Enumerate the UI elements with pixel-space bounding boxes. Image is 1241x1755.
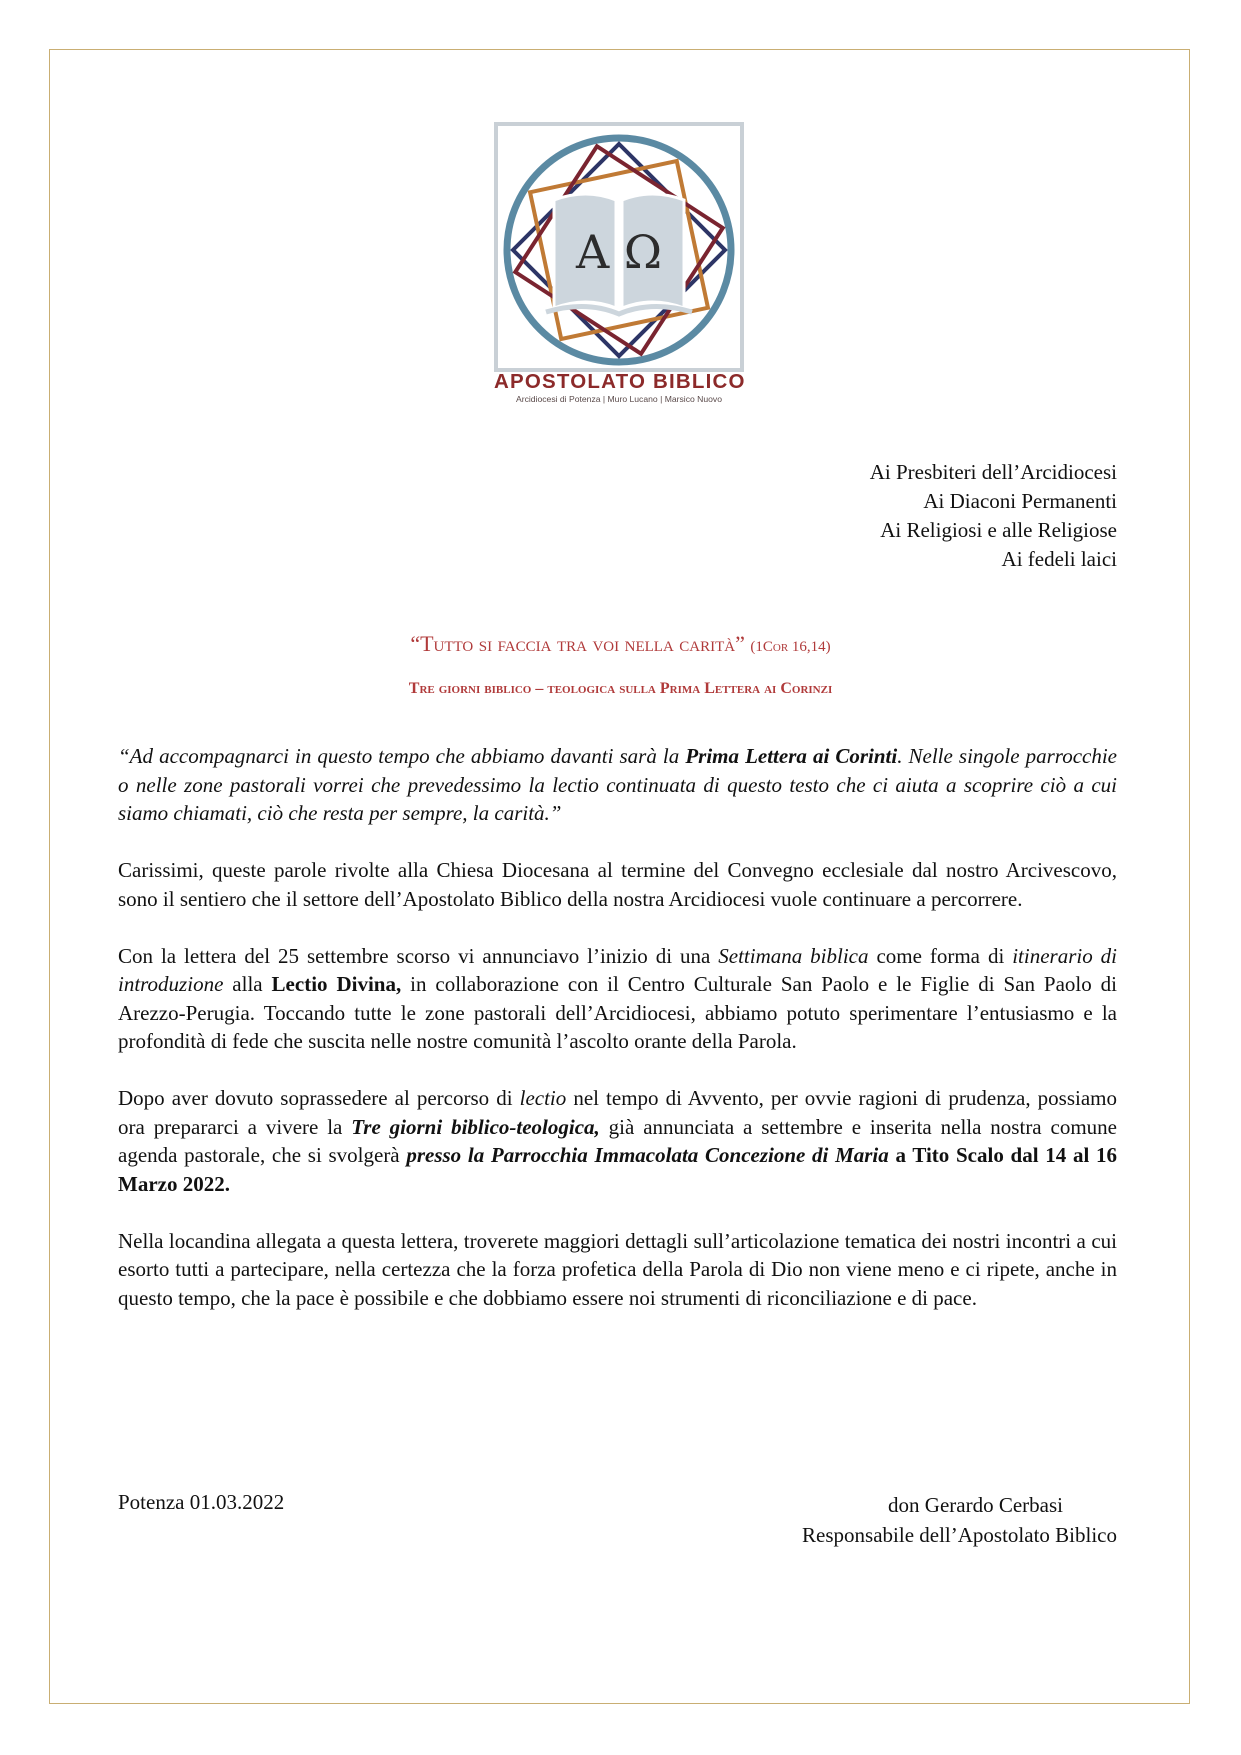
title-reference: (1Cor 16,14): [750, 639, 831, 655]
signature-block: [802, 1490, 1117, 1550]
place-date: Potenza 01.03.2022: [118, 1490, 285, 1514]
logo-letters: Α Ω: [576, 225, 662, 279]
text-run: alla: [223, 972, 272, 996]
logo-subtitle: Arcidiocesi di Potenza | Muro Lucano | Marsico Nuovo: [515, 394, 723, 404]
logo-emblem-icon: [494, 122, 744, 372]
text-run: Dopo aver dovuto soprassedere al percorso di: [118, 1086, 520, 1110]
text-run-bold-italic: Tre giorni biblico-teologica,: [351, 1114, 600, 1139]
letter-body: [118, 742, 1117, 1341]
text-run: come forma di: [868, 943, 1013, 968]
text-run-bold: a Tito Scalo dal 14 al 16 Marzo 2022.: [118, 1143, 1117, 1196]
recipient-line: Ai Religiosi e alle Religiose: [880, 518, 1117, 542]
signer-role: Responsabile dell’Apostolato Biblico: [802, 1523, 1117, 1547]
text-run-italic: itinerario di introduzione: [118, 943, 1117, 996]
signer-name: don Gerardo Cerbasi: [888, 1493, 1063, 1517]
quote-paragraph: [118, 742, 1117, 828]
paragraph: Carissimi, queste parole rivolte alla Chiesa Diocesana al termine del Convegno ecclesiale dal nostro Arcivescovo, sono il sentiero che il settore dell’Apostolato Biblico della nostra Arcidiocesi vuole continuare a percorrere.: [118, 858, 1117, 911]
apostolato-logo: [494, 122, 744, 404]
letter-subtitle: Tre giorni biblico – teologica sulla Prima Lettera ai Corinzi: [408, 680, 833, 697]
title-main: “Tutto si faccia tra voi nella carità”: [410, 631, 745, 656]
text-run: già annunciata a settembre e inserita nella nostra comune agenda pastorale, che si svolgerà: [118, 1114, 1117, 1167]
text-run-italic: Settimana biblica: [718, 943, 869, 968]
letter-title: [0, 631, 1241, 657]
text-run-bold: Lectio Divina,: [271, 972, 402, 996]
paragraph: Nella locandina allegata a questa lettera, troverete maggiori dettagli sull’articolazione tematica dei nostri incontri a cui esorto tutti a partecipare, nella certezza che la forza profetica della Parola di Dio non viene meno e ci ripete, anche in questo tempo, che la pace è possibile e che dobbiamo essere noi strumenti di riconciliazione e di pace.: [118, 1228, 1117, 1310]
text-run: . Nelle singole parrocchie o nelle zone pastorali vorrei che prevedessimo la lectio continuata di questo testo che ci aiuta a scoprire ciò a cui siamo chiamati, ciò che resta per sempre, la carità.”: [118, 744, 1117, 825]
text-run-bold-italic: presso la Parrocchia Immacolata Concezione di Maria: [406, 1143, 889, 1167]
recipient-line: Ai fedeli laici: [1001, 547, 1117, 571]
text-run: in collaborazione con il Centro Culturale San Paolo e le Figlie di San Paolo di Arezzo-Perugia. Toccando tutte le zone pastorali dell’Arcidiocesi, abbiamo potuto sperimentare l’entusiasmo e la profondità di fede che suscita nelle nostre comunità l’ascolto orante della Parola.: [118, 972, 1118, 1053]
text-run: nel tempo di Avvento, per ovvie ragioni di prudenza, possiamo ora prepararci a vivere la: [118, 1086, 1117, 1139]
text-run: “Ad accompagnarci in questo tempo che abbiamo davanti sarà la: [118, 744, 686, 768]
paragraph: [118, 942, 1117, 1056]
text-run-bold: Prima Lettera ai Corinti: [685, 744, 898, 768]
text-run-italic: lectio: [519, 1086, 567, 1110]
recipient-line: Ai Diaconi Permanenti: [923, 489, 1117, 513]
recipients-block: [870, 458, 1117, 574]
recipient-line: Ai Presbiteri dell’Arcidiocesi: [869, 460, 1117, 484]
paragraph: [118, 1084, 1117, 1198]
logo-title: APOSTOLATO BIBLICO: [494, 370, 746, 393]
text-run: Con la lettera del 25 settembre scorso vi annunciavo l’inizio di una: [118, 943, 719, 968]
